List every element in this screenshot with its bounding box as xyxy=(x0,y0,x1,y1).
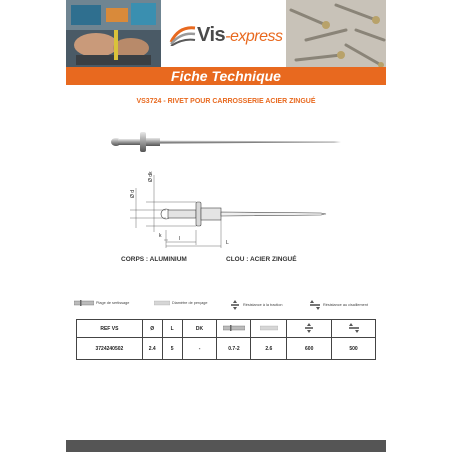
L-label: L xyxy=(226,240,229,246)
table-header-row xyxy=(77,320,376,338)
cell-ref: 3724240502 xyxy=(77,338,143,360)
drill-diameter-icon xyxy=(260,325,278,331)
rivet-drawing xyxy=(126,170,336,250)
cell-dk: - xyxy=(182,338,217,360)
shear-strength-icon xyxy=(348,323,360,333)
logo-swoosh-icon xyxy=(169,22,197,46)
rivet-photo xyxy=(106,127,346,157)
l-label: l xyxy=(179,236,181,242)
tensile-strength-icon xyxy=(229,300,241,310)
cell-length: 5 xyxy=(162,338,182,360)
cell-grip-range: 0.7-2 xyxy=(217,338,251,360)
tensile-strength-icon xyxy=(303,323,315,333)
header-ref: REF VS xyxy=(77,320,143,338)
legend-drill-diameter: Diamètre de perçage xyxy=(154,300,207,306)
legend-grip-range: Plage de sertissage xyxy=(74,300,129,306)
logo xyxy=(161,0,286,70)
header-drill-diameter xyxy=(251,320,287,338)
grip-range-icon xyxy=(74,300,94,306)
technical-sheet-page xyxy=(66,0,386,452)
header-shear xyxy=(332,320,376,338)
header-tensile xyxy=(287,320,332,338)
logo-text: Vis-express xyxy=(197,24,283,46)
header-dk: DK xyxy=(182,320,217,338)
grip-range-icon xyxy=(223,325,245,331)
nail-material: CLOU : ACIER ZINGUÉ xyxy=(226,256,297,263)
cell-shear: 500 xyxy=(332,338,376,360)
legend xyxy=(74,300,386,312)
header-grip-range xyxy=(217,320,251,338)
drill-diameter-icon xyxy=(154,300,170,306)
cell-diameter: 2.4 xyxy=(142,338,162,360)
specs-table xyxy=(76,319,376,360)
shear-strength-icon xyxy=(309,300,321,310)
header-length: L xyxy=(162,320,182,338)
table-row xyxy=(77,338,376,360)
cell-drill-diameter: 2.6 xyxy=(251,338,287,360)
title-bar-label: Fiche Technique xyxy=(171,68,281,84)
k-label: k xyxy=(159,233,162,239)
header-diameter: Ø xyxy=(142,320,162,338)
header xyxy=(66,0,386,84)
body-material: CORPS : ALUMINIUM xyxy=(121,256,187,263)
screws-photo xyxy=(286,0,386,70)
cell-tensile: 600 xyxy=(287,338,332,360)
diameter-dk-label: Ø dk xyxy=(148,171,154,182)
footer-bar xyxy=(66,440,386,452)
title-bar xyxy=(66,67,386,85)
legend-tensile-strength: Résistance à la traction xyxy=(229,300,282,310)
diameter-d-label: Ø d xyxy=(130,189,136,198)
product-title: VS3724 - RIVET POUR CARROSSERIE ACIER ZINGUÉ xyxy=(136,98,316,105)
legend-shear-strength: Résistance au cisaillement xyxy=(309,300,368,310)
tools-photo xyxy=(66,0,161,70)
